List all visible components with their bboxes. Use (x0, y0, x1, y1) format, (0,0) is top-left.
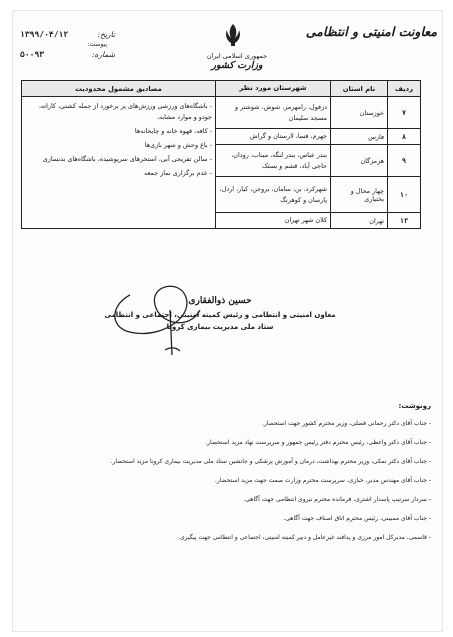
table-row (22, 97, 421, 129)
row-ostan: تهران (331, 213, 388, 229)
signer-org: ستاد ملی مدیریت بیماری کرونا (166, 323, 274, 331)
cc-item: - جناب آقای دکتر نمکی، وزیر محترم بهداشت، درمان و آموزش پزشکی و جانشین ستاد ملی مدیریت بیماری کرونا مزید استحضار. (110, 458, 431, 465)
row-radif: ۱۰ (388, 177, 421, 213)
header-masadigh: مصادیق مشمول محدودیت (22, 81, 216, 97)
cc-item: - جناب آقای ممبینی، رئیس محترم اتاق اصناف جهت آگاهی. (283, 515, 431, 522)
row-shahrestan: کلان شهر تهران (216, 213, 331, 229)
letter-meta (20, 28, 115, 61)
cc-list (51, 414, 431, 547)
row-shahrestan: دزفول، رامهرمز، شوش، شوشتر و مسجد سلیمان (216, 97, 331, 129)
date-value: ۱۳۹۹/۰۴/۱۲ (20, 30, 69, 39)
masadigh-cell (22, 97, 216, 229)
attachment-label: پیوست: (87, 41, 107, 48)
table-header-row (22, 81, 421, 97)
date-label: تاریخ: (97, 30, 115, 39)
cc-item: - سردار سرتیپ پاسدار اشتری، فرمانده محترم نیروی انتظامی جهت آگاهی. (243, 496, 431, 503)
header-shahrestan: شهرستان مورد نظر (216, 81, 331, 97)
row-radif: ۱۲ (388, 213, 421, 229)
header-ostan: نام استان (331, 81, 388, 97)
cc-item: - جناب آقای دکتر رحمانی فضلی، وزیر محترم کشور جهت استحضار. (262, 420, 431, 427)
row-ostan: فارس (331, 129, 388, 145)
date-row (20, 28, 115, 41)
row-radif: ۷ (388, 97, 421, 129)
number-label: شماره: (92, 50, 115, 59)
masadigh-item: - باغ وحش و شهر بازی‌ها (144, 141, 212, 149)
row-radif: ۹ (388, 145, 421, 177)
masadigh-item: - سالن تفریحی آبی، استخرهای سرپوشیده، باشگاه‌های بدنسازی (42, 155, 212, 163)
signer-title: معاون امنیتی و انتظامی و رئیس کمیته امنیتی، اجتماعی و انتظامی (104, 311, 336, 319)
signature-block (70, 296, 370, 333)
cc-item: - قاسمی، مدیرکل امور مرزی و پدافند غیرعامل و دبیر کمیته امنیتی، اجتماعی و انتظامی جهت پیگیری. (178, 534, 431, 541)
masadigh-item: - باشگاه‌های ورزشی ورزش‌های پر برخورد از جمله کشتی، کاراته، جودو و موارد مشابه. (38, 102, 212, 121)
iran-emblem-icon (222, 22, 244, 48)
cc-title: رونوشت: (398, 402, 431, 410)
cc-item: - جناب آقای مهندس مدیر، خبازی، سرپرست محترم وزارت صمت جهت مزید استحضار. (214, 477, 431, 484)
row-ostan: هرمزگان (331, 145, 388, 177)
row-shahrestan: شهرکرد، بن، سامان، بروجن، کیار، اردل، پارسان و کوهرنگ (216, 177, 331, 213)
row-ostan: چهار محال و بختیاری (331, 177, 388, 213)
row-shahrestan: بندر عباس، بندر لنگه، میناب، رودان، حاجی آباد، قشم و بستک (216, 145, 331, 177)
signer-name: حسین ذوالفقاری (188, 296, 252, 306)
masadigh-item: - کافه، قهوه خانه و چایخانه‌ها (134, 127, 212, 135)
number-value: ۵۰۰۹۳ (20, 50, 45, 59)
ministry-block (187, 52, 287, 71)
header-radif: ردیف (388, 81, 421, 97)
row-ostan: خوزستان (331, 97, 388, 129)
republic-label: جمهوری اسلامی ایران (206, 52, 268, 60)
number-row (20, 48, 115, 61)
restriction-table (21, 80, 421, 229)
deputy-title: معاونت امنیتی و انتظامی (305, 24, 437, 39)
cc-item: - جناب آقای دکتر واعظی، رئیس محترم دفتر رئیس جمهور و سرپرست نهاد مزید استحضار. (205, 439, 431, 446)
row-shahrestan: جهرم، فسا، لارستان و گراش (216, 129, 331, 145)
ministry-name: وزارت کشور (211, 60, 263, 71)
masadigh-item: - عدم برگزاری نماز جمعه (144, 169, 212, 177)
row-radif: ۸ (388, 129, 421, 145)
